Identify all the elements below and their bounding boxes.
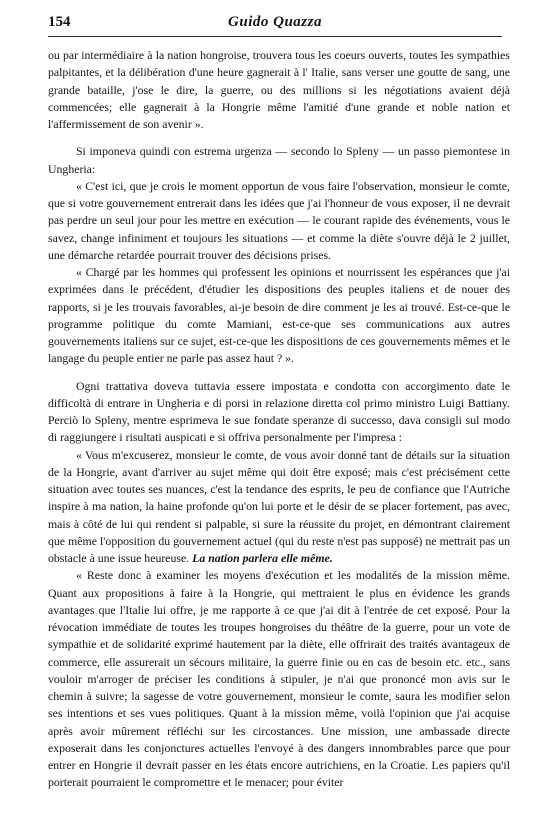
running-header: [48, 14, 502, 37]
paragraph-quote-3: [48, 447, 510, 568]
paragraph-quote-1: « C'est ici, que je crois le moment opportun de vous faire l'observation, monsieur le comte, que si votre gouvernement entrerait dans les idées que j'ai l'honneur de vous exposer, il ne devrait pas perdre un seul jour pour les mettre en exécution — le courant rapide des événements, vous le savez, change infiniment et toujours les situations — et comme la diète s'ouvre déjà le 2 juillet, une démarche retardée pourrait trouver des décisions prises.: [48, 178, 510, 262]
paragraph-quote-continuation: ou par intermédiaire à la nation hongroise, trouvera tous les coeurs ouverts, toutes les sympathies palpitantes, et la délibération d'une heure gagnerait à l' Italie, sans verser une goutte de sang, une grande bataille, j'ose le dire, la guerre, ou des millions si les négotiations avaient déjà commencées; elle gagnerait à la Hongrie même l'amitié d'une grande et noble nation et l'affermissement de son avenir ».: [48, 48, 510, 131]
paragraph-italian-body: Ogni trattativa doveva tuttavia essere impostata e condotta con accorgimento date le difficoltà di entrare in Ungheria e di porsi in relazione diretta col primo ministro Luigi Battiany. Perciò lo Spleny, mentre esprimeva le sue fondate speranze di successo, dava consigli sul modo di raggiungere i risultati auspicati e si offriva personalmente per l'impresa :: [48, 378, 510, 445]
paragraph-quote-3-text: « Vous m'excuserez, monsieur le comte, de vous avoir donné tant de détails sur la situation de la Hongrie, avant d'arriver au sujet même qui doit être exposé; mais c'est précisément cette situation avec toutes ses nuances, c'est la tendance des esprits, le peu de confiance que l'Autriche inspire à ma nation, la haine profonde qu'on lui porte et le désir de se placer fortement, pas avec, mais à côté de lui qui rendent si palpable, si sure la réussite du projet, en démontrant clairement que même l'opposition du gouvernement actuel (qui du reste n'est pas supposé) ne mettrait pas un obstacle à une issue heureuse.: [48, 447, 510, 565]
body-text: [48, 47, 510, 792]
emphasis-text: La nation parlera elle même.: [192, 551, 333, 565]
page-number: 154: [48, 14, 71, 30]
paragraph-italian-intro: Si imponeva quindi con estrema urgenza — secondo lo Spleny — un passo piemontese in Ungheria:: [48, 144, 510, 176]
paragraph-quote-2: « Chargé par les hommes qui professent les opinions et nourrissent les espérances que j'ai exprimées dans le précédent, d'étudier les dispositions des peuples italiens et de nouer des rapports, si je les trouvais favorables, ai-je besoin de dire comment je les ai trouvé. Est-ce-que le programme politique du comte Mamiani, est-ce-que ses communications aux autres gouvernements italiens sur ce sujet, est-ce-que les dispositions de ces gouvernements mêmes et le langage du peuple entier ne parle pas assez haut ? ».: [48, 265, 510, 366]
paragraph-quote-4: « Reste donc à examiner les moyens d'exécution et les modalités de la mission même. Quant aux propositions à faire à la Hongrie, qui mettraient le plus en évidence les grands avantages que l'Italie lui offre, je me rapporte à ce que j'ai dit à l'entrée de cet exposé. Pour la révocation immédiate de toutes les troupes hongroises du théâtre de la guerre, pour un vote de sympathie et de solidarité exprimé hautement par la diète, elle offrirait des traités avantageux de commerce, elle assurerait un sécours militaire, la guerre finie ou en cas de besoin etc. etc., sans vouloir m'arroger de préciser les conditions à stipuler, je n'ai que prononcé mon avis sur le chemin à suivre; la sagesse de votre gouvernement, monsieur le comte, saura les modifier selon ses intentions et ses vues politiques. Quant à la mission même, voilà l'opinion que j'ai acquise après avoir mûrement réfléchi sur les circostances. Une mission, une ambassade directe exposerait dans les conjonctures actuelles l'envoyé à des dangers innombrables parce que pour entrer en Hongrie il devrait passer en les états encore autrichiens, en la Croatie. Les papiers qu'il porterait pourraient le compromettre et le menacer; pour éviter: [48, 568, 510, 790]
running-title: Guido Quazza: [228, 14, 322, 30]
